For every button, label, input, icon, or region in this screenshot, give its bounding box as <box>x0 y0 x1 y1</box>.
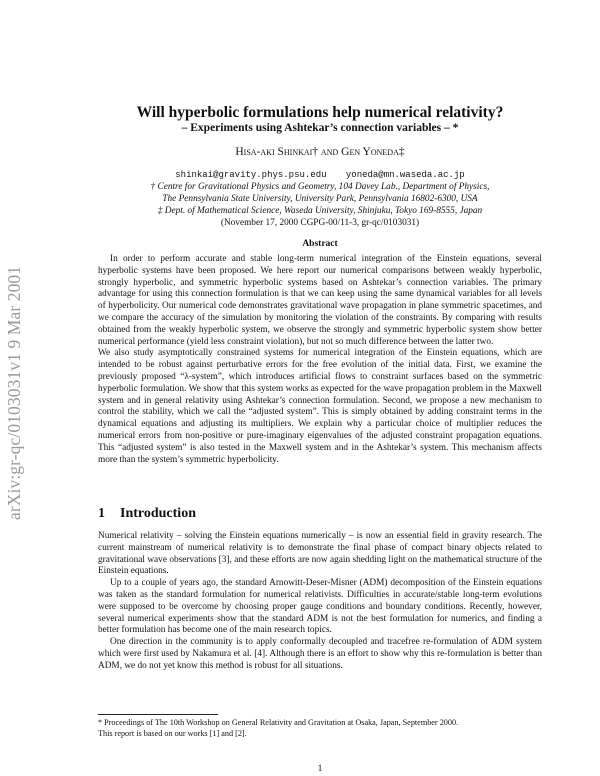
paper-title: Will hyperbolic formulations help numerical relativity? <box>136 104 504 121</box>
section-number: 1 <box>98 506 105 521</box>
page-number: 1 <box>317 764 323 774</box>
footnote-line: * Proceedings of The 10th Workshop on General Relativity and Gravitation at Osaka, Japan, September 2000. <box>98 718 459 727</box>
footnote <box>98 718 542 739</box>
abstract <box>98 254 542 466</box>
affiliation-line: The Pennsylvania State University, University Park, Pennsylvania 16802-6300, USA <box>162 194 478 204</box>
abstract-heading: Abstract <box>302 239 338 249</box>
affiliation-line: ‡ Dept. of Mathematical Science, Waseda University, Shinjuku, Tokyo 169-8555, Japan <box>157 206 483 216</box>
section-title: Introduction <box>120 506 196 521</box>
footnote-rule <box>98 714 218 715</box>
arxiv-identifier: arXiv:gr-qc/0103031v1 9 Mar 2001 <box>4 265 24 520</box>
section-heading <box>98 506 542 522</box>
body-paragraph: Up to a couple of years ago, the standard Arnowitt-Deser-Misner (ADM) decomposition of the Einstein equations was taken as the standard formulation for numerical relativists. Difficulties in accurate/stable long-term evolutions were supposed to be overcome by choosing proper gauge conditions and boundary conditions. Recently, however, several numerical experiments show that the standard ADM is not the best formulation for numerics, and finding a better formulation has become one of the main research topics. <box>98 578 542 636</box>
body-paragraph: Numerical relativity – solving the Einstein equations numerically – is now an essential field in gravity research. The current mainstream of numerical relativity is to demonstrate the final phase of compact binary objects related to gravitational wave observations [3], and these efforts are now again shedding light on the mathematical structure of the Einstein equations. <box>98 531 542 577</box>
abstract-paragraph: We also study asymptotically constrained systems for numerical integration of the Einstein equations, which are intended to be robust against perturbative errors for the free evolution of the initial data. First, we examine the previously proposed “λ-system”, which introduces artificial flows to constraint surfaces based on the symmetric hyperbolic formulation. We show that this system works as expected for the wave propagation problem in the Maxwell system and in general relativity using Ashtekar’s connection formulation. Second, we propose a new mechanism to control the stability, which we call the “adjusted system”. This is simply obtained by adding constraint terms in the dynamical equations and adjusting its multipliers. We explain why a particular choice of multiplier reduces the numerical errors from non-positive or pure-imaginary eigenvalues of the adjusted constraint propagation equations. This “adjusted system” is also tested in the Maxwell system and in the Ashtekar’s system. This mechanism affects more than the system’s symmetric hyperbolicity. <box>98 348 542 465</box>
paper-subtitle: – Experiments using Ashtekar’s connection variables – * <box>181 122 459 134</box>
abstract-paragraph: In order to perform accurate and stable long-term numerical integration of the Einstein equations, several hyperbolic systems have been proposed. We here report our numerical comparisons between weakly hyperbolic, strongly hyperbolic, and symmetric hyperbolic systems based on Ashtekar’s connection variables. The primary advantage for using this connection formulation is that we can keep using the same dynamical variables for all levels of hyperbolicity. Our numerical code demonstrates gravitational wave propagation in plane symmetric spacetimes, and we compare the accuracy of the simulation by monitoring the violation of the constraints. By comparing with results obtained from the weakly hyperbolic system, we observe the strongly and symmetric hyperbolic system show better numerical performance (yield less constraint violation), but not so much difference between the latter two. <box>98 254 542 347</box>
affiliation-line: † Centre for Gravitational Physics and Geometry, 104 Davey Lab., Department of Physics, <box>150 182 490 192</box>
author-emails: shinkai@gravity.phys.psu.edu yoneda@mn.waseda.ac.jp <box>175 170 465 180</box>
body-paragraph: One direction in the community is to apply conformally decoupled and tracefree re-formulation of ADM system which were first used by Nakamura et al. [4]. Although there is an effort to show why this re-formulation is better than ADM, we do not yet know this method is robust for all situations. <box>98 637 542 671</box>
section-body <box>98 531 542 673</box>
footnote-line: This report is based on our works [1] and [2]. <box>98 728 247 738</box>
date-and-report-number: (November 17, 2000 CGPG-00/11-3, gr-qc/0103031) <box>220 218 420 228</box>
authors: Hisa-aki Shinkai† and Gen Yoneda‡ <box>235 146 405 158</box>
